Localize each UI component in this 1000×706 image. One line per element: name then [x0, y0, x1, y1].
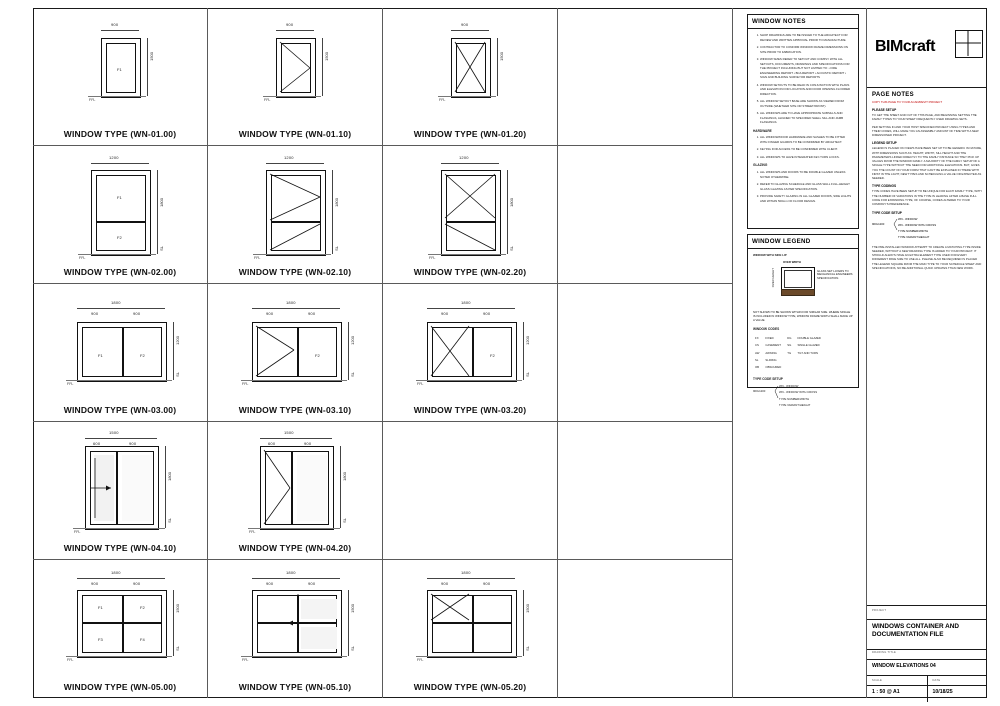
window-type-caption: WINDOW TYPE (WN-04.20): [238, 543, 352, 553]
project-label: PROJECT: [872, 609, 887, 612]
window-elevation: 1500 600 900 1800 SL FFL: [33, 422, 207, 539]
project-label-row: [867, 606, 987, 620]
window-notes-body: [748, 29, 858, 210]
window-type-grid: [33, 8, 733, 698]
window-type-cell[interactable]: [33, 146, 208, 284]
type-code-line: WN - WINDOW WITH CROSS: [898, 222, 937, 227]
glazing-item: 3. PROVIDE SAFETY GLAZING IN ALL GLAZED DOORS, SIDE LIGHTS AND WITHIN 500mm OF FLOOR DESIGN.: [760, 194, 853, 203]
window-legend-panel: [747, 234, 859, 407]
window-type-caption: WINDOW TYPE (WN-03.10): [238, 405, 352, 415]
window-codes-table: [753, 334, 827, 373]
window-type-cell[interactable]: [208, 146, 383, 284]
window-type-cell[interactable]: [208, 422, 383, 560]
drawing-title-row: [867, 660, 987, 676]
window-type-cell[interactable]: [33, 284, 208, 422]
sliding-symbol: [33, 422, 208, 542]
page-notes-body: PER SETTING IN AND YOUR HOST SPECIFIED PROJECT USING TYPES AND THEIR CODES, WILL MAKE YOU AN ASSEMBLY AMOUNT OF TIME WITH A NEW DIMENSIONED PROJECT.: [872, 124, 979, 138]
window-codes-title: WINDOW CODES: [753, 327, 780, 332]
window-type-caption: WINDOW TYPE (WN-01.00): [63, 129, 177, 139]
page-notes-head: TYPE CODINGS: [872, 184, 897, 189]
window-elevation: 1800 900 900 1500 SL FFL: [208, 560, 382, 678]
casement-swing-symbol: [383, 8, 558, 118]
scale-value: 1 : 50 @ A1: [872, 689, 900, 695]
window-legend-title: WINDOW LEGEND: [748, 235, 858, 249]
window-note-item: 1. SHOP DRAWINGS ARE TO BE ISSUED TO THE ARCHITECT FOR REVIEW AND WRITTEN APPROVAL PRIOR TO MANUFACTURE.: [760, 33, 853, 42]
page-notes-body: LEGEND IS PLACED ON VIEWS HAVE BEEN SET UP TO BE GENERIC IN NATURE, WITH DIMENSIONS SUCH AS: HEIGHT, WIDTH, SILL HEIGHT AND THE PARAMETERS LINKED DIRECTLY TO THE FAMILY INSTANCE SO THEY PICK UP VALUES FROM THE WINDOW FAMILY. A MAJORITY OF THE FAMILY SETUP OF A SINGLE TYPE WITHOUT THE NEED FOR ADDITIONAL ELEVATIONS. BUT, GIVES YOU THE COUNT ON YOUR FORM THAT CAN'T BE EXPLAINED IN THERE WITH FIRST IN THE LIGHT, NEW TYPES AND SCHEDULING A VALUE OR EXPECTED AS NEEDED.: [872, 146, 982, 181]
window-type-cell[interactable]: [383, 146, 558, 284]
legend-symbol-top: OVER WIDTH: [783, 259, 801, 264]
notes-column: [733, 8, 867, 698]
window-type-cell-empty: [558, 284, 733, 422]
window-frame: F1 F2: [91, 170, 151, 256]
date-label: DATE: [927, 676, 988, 685]
drawing-title-label: DRAWING TITLE: [872, 651, 897, 654]
table-row: FX FIXED DG DOUBLE GLAZED: [755, 336, 821, 341]
window-note-item: 5. ALL WINDOW SETOUT BASE ARE SHOWN AS VIEWED FROM OUTSIDE (WHETHER SITE OR STREET/FRONT).: [760, 99, 853, 108]
window-elevation: 1800 900 900 1500 SL FFL: [383, 560, 557, 678]
logo-area: [867, 8, 987, 88]
window-elevation: F1 F2 1800 900 900 1200 SL FFL: [67, 300, 180, 386]
legend-symbol-left: OVER HEIGHT: [771, 267, 775, 287]
drawing-title: WINDOW ELEVATIONS 04: [872, 663, 936, 669]
type-code-dim: 900x1200: [872, 221, 885, 226]
type-code-line: TYPE VARIANT/HEIGHT: [779, 402, 811, 407]
window-type-caption: WINDOW TYPE (WN-02.00): [63, 267, 177, 277]
window-type-cell[interactable]: [33, 422, 208, 560]
window-note-item: 2. CONTRACTOR TO CONFIRM WINDOW FRAME DIMENSIONS ON SITE PRIOR TO FABRICATION.: [760, 45, 853, 54]
hardware-item: 3. ALL WINDOWS TO HAVE INTEGRATED KEY-TURN LOCKS.: [760, 155, 853, 160]
window-type-cell-empty: [558, 422, 733, 560]
window-type-caption: WINDOW TYPE (WN-03.20): [413, 405, 527, 415]
window-elevation: F1 F2 F3 F4 1800 900 900 1500 SL FFL: [67, 570, 180, 662]
glazing-item: 2. REFER TO GLAZING SCHEDULE AND GLASS WALL FULL-HEIGHT GLASS GLAZING AS PER SPECIFICATION.: [760, 182, 853, 191]
glazing-heading: GLAZING: [753, 163, 768, 168]
window-type-cell-empty: [558, 8, 733, 146]
window-notes-title: WINDOW NOTES: [748, 15, 858, 29]
table-row: SL SLIDING: [755, 358, 777, 362]
window-type-cell-empty: [558, 146, 733, 284]
window-elevation: 1200 1800 SL FFL: [208, 146, 382, 263]
glazing-list: [753, 170, 853, 203]
hardware-list: [753, 135, 853, 159]
window-elevation: 1200 1800 SL FFL: [383, 146, 557, 263]
type-code-dim: 900x1200: [753, 388, 766, 393]
window-type-caption: WINDOW TYPE (WN-01.20): [413, 129, 527, 139]
window-notes-panel: [747, 14, 859, 229]
casement-swing-symbol: [208, 422, 383, 542]
table-row: CS CASEMENT SG SINGLE GLAZED: [755, 343, 820, 348]
table-row: OB OBSCURED: [755, 365, 782, 370]
hardware-item: 1. ALL WINDOW/DOOR HARDWARE AND SASHES TO BE FITTED WITH FINGER GUARDS TO BE CONFIRMED BY ARCHITECT.: [760, 135, 853, 144]
type-code-line: WN - WINDOW: [898, 216, 918, 221]
window-frame: F1 F2: [77, 322, 167, 382]
type-code-setup-title: TYPE CODE SETUP: [753, 376, 783, 381]
window-note-item: 6. ALL WINDOWS ARE TO HAVE APPROPRIATE SUBSILLS AND FLASHINGS, ALIGNED TO SPECIFIED SHELL SILL AND JAMB FLASHINGS.: [760, 111, 853, 125]
type-code-line: TYPE NUMBER/WIDTH: [779, 396, 810, 401]
type-code-line: WN - WINDOW WITH CROSS: [779, 389, 818, 394]
awning-swing-symbol: [208, 8, 383, 118]
type-code-line: TYPE NUMBER/WIDTH: [898, 228, 929, 233]
page-notes-panel: [867, 88, 987, 606]
legend-footnote: NOT SHOWN TO BE SHOWN WITHIN FOR SIMILAR SIZE. WHERE SINGLE IS INCLUDED IN WINDOW TYPE, WINDOW FRAME WIDTH SHALL MAKE UP A VALUE.: [753, 309, 853, 322]
window-elevation: 900 1500 FFL: [208, 8, 382, 125]
window-elevation: F1 F2 1200 1800 SL FFL: [79, 155, 164, 260]
legend-symbol-label: WINDOW WITH SIDE LIP: [753, 253, 787, 257]
window-note-item: 4. WINDOW SETOUTS TO BE READ IN CONJUNCTION WITH PLANS AND ELEVATION FOR LOCATION AND DOOR OPENING FLOORED DIRECTION.: [760, 83, 853, 97]
casement-swing-symbol: [383, 146, 558, 266]
window-type-cell-empty: [383, 422, 558, 560]
drawing-label-row: [867, 650, 987, 660]
window-type-caption: WINDOW TYPE (WN-02.20): [413, 267, 527, 277]
page-notes-body: TYPE CODES HAVE BEEN SETUP TO BE UNIQUE FOR EACH FAMILY TYPE, WITH THE NUMBER OF VARIATIONS IN THE TYPE IN LEADING AFTER A BASE FULL CODE FOR EXPANDING TYPE, OF COURSE, CODES ALTERED TO YOUR COMPANY'S PREFERENCE.: [872, 189, 982, 207]
date-value: 10/18/25: [927, 686, 988, 702]
window-type-caption: WINDOW TYPE (WN-01.10): [238, 129, 352, 139]
page-notes-title: PAGE NOTES: [872, 92, 914, 98]
window-note-item: 3. WINDOW SIZES REFER TO SETOUT AND COMPLY WITH ALL SETOUTS, DOCUMENTS, DRAWINGS AND SPECIFICATIONS FOR THE PROJECT INCLUDING BUT NOT LIMITED TO: • FIRE ENGINEERING REPORT • BCA REPORT • ACOUSTIC REPORT • SIGN AND BUILDING SURVEYOR REPORTS: [760, 57, 853, 80]
window-type-caption: WINDOW TYPE (WN-03.00): [63, 405, 177, 415]
table-row: AW AWNING TG TILT AND TURN: [755, 350, 818, 355]
type-code-line: WN - WINDOW: [779, 383, 799, 388]
project-name-row: [867, 620, 987, 650]
page-notes-red-line: COPY THIS PAGE TO YOUR ACAD/REVIT PROJECT: [872, 100, 943, 104]
window-type-caption: WINDOW TYPE (WN-05.20): [413, 682, 527, 692]
logo-mark-lines: [867, 8, 987, 88]
legend-sill: [781, 289, 815, 296]
window-type-cell[interactable]: [33, 560, 208, 698]
window-type-caption: WINDOW TYPE (WN-05.00): [63, 682, 177, 692]
page-notes-body: THE PRE-INSTALLED WINDOW ATTEMPT TO CREATE A MATCHING TYPE INSIDE NEEDED, WITHOUT A NEW DRAWING TYPE IS ADDED TO YOUR PROJECT. IT SHOULD ALWAYS HAVE AN EXTRA ELEMENT TYPE USED FOR EVERY DIFFERENT PANE SIZE TO USE ALL. PLEASE ALSO BE REQUIRED IS PLACED THE LEGEND SQUARE FROM THE MAIN TYPE TO YOUR SCHEDULE SHEET AND SPECIFICATIONS, NO BE ADDITIONAL QUICK UPDATES THAN NEW WORK.: [872, 244, 982, 270]
window-type-cell[interactable]: [208, 560, 383, 698]
window-frame: F2: [427, 322, 517, 382]
brand-logo-text: BIMcraft: [875, 38, 936, 55]
glazing-item: 1. ALL WINDOWS AND DOORS TO BE DOUBLE GLAZED UNLESS NOTED OTHERWISE.: [760, 170, 853, 179]
window-type-caption: WINDOW TYPE (WN-05.10): [238, 682, 352, 692]
page-notes-head: LEGEND SETUP: [872, 141, 897, 146]
hardware-item: 2. KEYING FOR ACCESS TO BE CONFIRMED WITH CLIENT.: [760, 147, 853, 152]
window-type-cell-empty: [558, 560, 733, 698]
scale-label: SCALE: [872, 679, 883, 682]
type-code-line: TYPE VARIANT/HEIGHT: [898, 234, 930, 239]
window-notes-list: [753, 33, 853, 125]
legend-window-box: [781, 267, 815, 291]
type-code-setup-label: TYPE CODE SETUP: [872, 210, 902, 215]
type-code-diagram: [872, 217, 982, 241]
legend-symbol: [753, 260, 853, 306]
window-type-cell[interactable]: [208, 284, 383, 422]
window-elevation: F2 1800 900 900 1200 SL FFL: [383, 284, 557, 401]
scale-date-label-row: [867, 676, 987, 686]
window-elevation: 900 1500 FFL: [383, 8, 557, 125]
window-type-caption: WINDOW TYPE (WN-02.10): [238, 267, 352, 277]
window-type-cell[interactable]: [383, 8, 558, 146]
window-frame: F1: [101, 38, 141, 98]
hardware-heading: HARDWARE: [753, 128, 772, 133]
window-type-cell[interactable]: [33, 8, 208, 146]
window-elevation: F1 900 1500 FFL: [89, 22, 154, 102]
window-type-cell[interactable]: [383, 284, 558, 422]
legend-symbol-note: GLASS SET LAYERS TO MECHANICAL ENGINEERS SPECIFICATION.: [817, 268, 853, 281]
window-type-cell[interactable]: [208, 8, 383, 146]
title-block: [867, 8, 987, 698]
window-frame: F2: [252, 322, 342, 382]
scale-date-value-row: [867, 686, 987, 702]
title-block-footer: [867, 606, 987, 706]
awning-swing-symbol: [208, 146, 383, 266]
page-notes-body: TO GET THE SHEET AND OUT OF THIS PAGE, AND BEGINNING SETTING THE FAMILY TYPES TO YOUR SHEET FREQUENTLY USED DRAWING SETS.: [872, 113, 977, 122]
window-elevation: F2 1800 900 900 1200 SL FFL: [208, 284, 382, 401]
project-name: WINDOWS CONTAINER AND DOCUMENTATION FILE: [872, 623, 959, 638]
window-type-cell[interactable]: [383, 560, 558, 698]
window-legend-body: [748, 249, 858, 414]
type-code-diagram: [753, 384, 853, 410]
window-elevation: 1500 600 900 1800 SL FFL: [208, 422, 382, 539]
page-notes-head: PLEASE SETUP: [872, 108, 897, 112]
window-frame: F1 F2 F3 F4: [77, 590, 167, 658]
window-type-caption: WINDOW TYPE (WN-04.10): [63, 543, 177, 553]
